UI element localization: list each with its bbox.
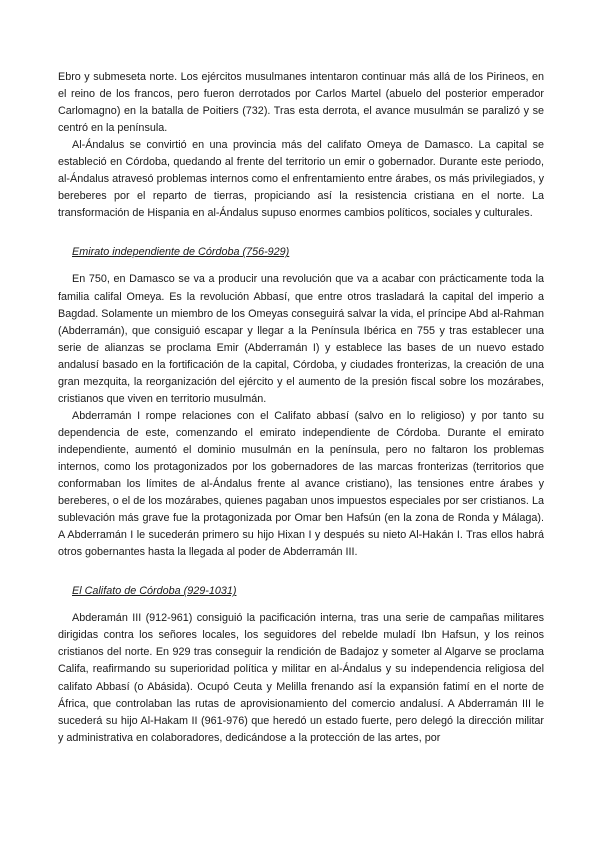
- document-page: [58, 69, 544, 747]
- califato-paragraph-1: Abderamán III (912-961) consiguió la pacificación interna, tras una serie de campañas militares dirigidas contra los señores locales, los seguidores del rebelde muladí Ibn Hafsun, y los reinos cristianos del norte. En 929 tras conseguir la rendición de Badajoz y someter al Algarve se proclama Califa, reafirmando su superioridad política y militar en al-Ándalus y su independencia religiosa del califato Abbasí (o Abásida). Ocupó Ceuta y Melilla frenando así la expansión fatimí en el norte de África, que controlaban las rutas de aprovisionamiento del comercio andalusí. A Abderramán III le sucederá su hijo Al-Hakam II (961-976) que heredó un estado fuerte, pero delegó la dirección militar y administrativa en colaboradores, dedicándose a la protección de las artes, por: [58, 612, 544, 744]
- section-heading-emirato: Emirato independiente de Córdoba (756-929): [72, 246, 290, 259]
- intro-paragraph-2: Al-Ándalus se convirtió en una provincia más del califato Omeya de Damasco. La capital se estableció en Córdoba, quedando al frente del territorio un emir o gobernador. Durante este periodo, al-Ándalus atravesó problemas internos como el enfrentamiento entre árabes, os más privilegiados, y bereberes por el reparto de tierras, propiciando así la resistencia cristiana en el norte. La transformación de Hispania en al-Ándalus supuso enormes cambios políticos, sociales y culturales.: [58, 139, 544, 220]
- intro-paragraph-1: Ebro y submeseta norte. Los ejércitos musulmanes intentaron continuar más allá de los Pirineos, en el reino de los francos, pero fueron derrotados por Carlos Martel (abuelo del posterior emperador Carlomagno) en la batalla de Poitiers (732). Tras esta derrota, el avance musulmán se paralizó y se centró en la península.: [58, 71, 544, 135]
- spacer: [58, 222, 544, 244]
- spacer: [58, 561, 544, 583]
- section-heading-califato: El Califato de Córdoba (929-1031): [72, 585, 237, 598]
- spacer: [58, 600, 544, 610]
- emirato-paragraph-2: Abderramán I rompe relaciones con el Califato abbasí (salvo en lo religioso) y por tanto su dependencia de este, comenzando el emirato independiente de Córdoba. Durante el emirato independiente, aumentó el dominio musulmán en la península, pero no faltaron los problemas internos, como los protagonizados por los gobernadores de las marcas fronterizas (territorios que conformaban los límites de al-Ándalus frente al avance cristiano), las tensiones entre árabes y bereberes, o el de los mozárabes, quienes pagaban unos impuestos especiales por ser cristianos. La sublevación más grave fue la protagonizada por Omar ben Hafsún (en la zona de Ronda y Málaga). A Abderramán I le sucederán primero su hijo Hixan I y después su nieto Al-Hakán I. Tras ellos habrá otros gobernantes hasta la llegada al poder de Abderramán III.: [58, 409, 544, 559]
- emirato-paragraph-1: En 750, en Damasco se va a producir una revolución que va a acabar con prácticamente toda la familia califal Omeya. Es la revolución Abbasí, que entre otros trasladará la capital del imperio a Bagdad. Solamente un miembro de los Omeyas conseguirá salvar la vida, el príncipe Abd al-Rahman (Abderramán), que consiguió escapar y llegar a la Península Ibérica en 755 y tras establecer una serie de alianzas se proclama Emir (Abderramán I) y establece las bases de un nuevo estado andalusí basado en la fortificación de la capital, Córdoba, y ciudades fronterizas, la creación de una gran mezquita, la reorganización del ejército y el aumento de la presión fiscal sobre los mozárabes, cristianos que viven en territorio musulmán.: [58, 273, 544, 405]
- spacer: [58, 261, 544, 271]
